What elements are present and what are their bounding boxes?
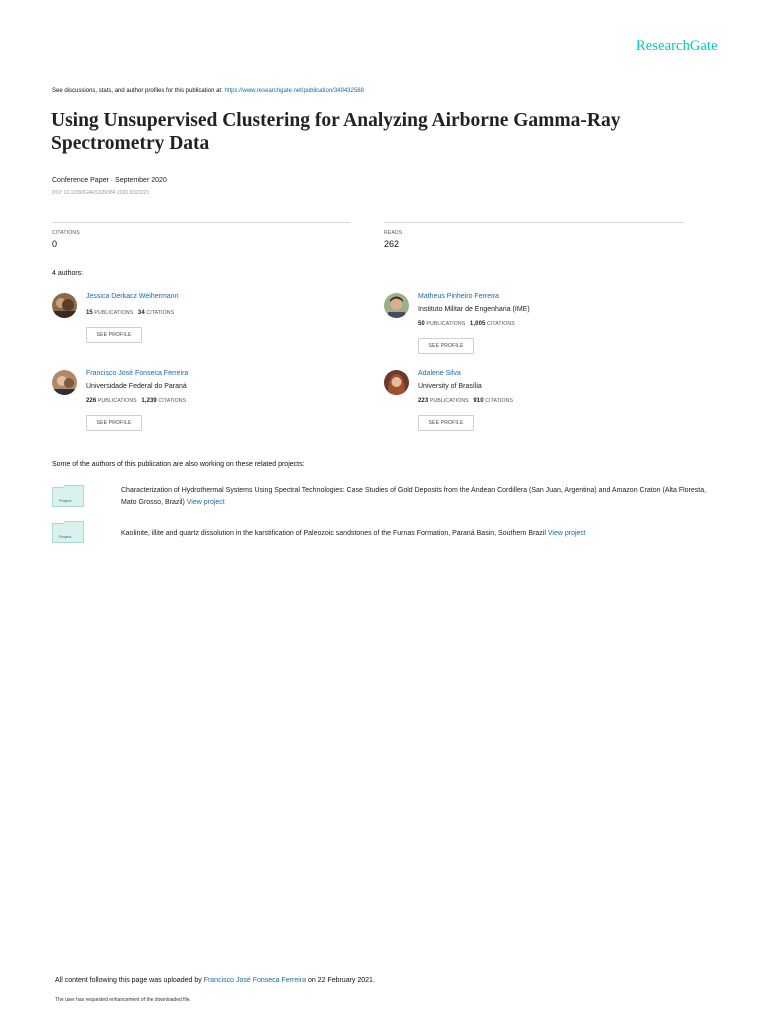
author-name[interactable]: Adalene Silva (418, 370, 461, 377)
author-avatar[interactable] (384, 370, 409, 395)
project-description (121, 485, 721, 509)
uploaded-by-line (55, 977, 375, 984)
see-profile-button[interactable]: SEE PROFILE (86, 327, 142, 343)
see-discussions-text: See discussions, stats, and author profiles for this publication at: (52, 88, 223, 94)
uploaded-suffix: on 22 February 2021. (307, 977, 375, 984)
citations-label: CITATIONS (486, 321, 515, 327)
publication-url-link[interactable]: https://www.researchgate.net/publication/349432588 (224, 88, 364, 94)
citations-count: 1,005 (469, 321, 486, 327)
uploaded-prefix: All content following this page was uploaded by (55, 977, 202, 984)
project-icon-label: Project (59, 534, 72, 539)
author-card (384, 293, 684, 363)
divider (384, 222, 684, 223)
project-folder-icon[interactable] (52, 521, 84, 543)
paper-doi[interactable]: DOI: 10.1109/IGARSS39084.2020.9323223 (52, 190, 149, 196)
author-stats (86, 398, 186, 404)
publications-count: 226 (86, 398, 97, 404)
author-card (52, 293, 352, 363)
citations-value: 0 (52, 239, 58, 249)
uploader-link[interactable]: Francisco José Fonseca Ferreira (203, 977, 306, 984)
author-stats (418, 398, 513, 404)
publications-count: 15 (86, 310, 93, 316)
publications-label: PUBLICATIONS (97, 398, 137, 404)
author-avatar[interactable] (384, 293, 409, 318)
paper-title: Using Unsupervised Clustering for Analyzing Airborne Gamma-Ray Spectrometry Data (51, 110, 621, 154)
citations-label: CITATIONS (52, 230, 80, 236)
author-institution[interactable]: Universidade Federal do Paraná (86, 383, 187, 390)
author-card (52, 370, 352, 440)
author-name[interactable]: Francisco José Fonseca Ferreira (86, 370, 189, 377)
author-card (384, 370, 684, 440)
project-title: Characterization of Hydrothermal Systems Using Spectral Technologies: Case Studies of Gold Deposits from the Andean Cordillera (San Juan, Argentina) and Amazon Craton (Alta Floresta, Mato Grosso, Brazil) (121, 487, 707, 506)
citations-count: 1,239 (141, 398, 157, 404)
reads-value: 262 (384, 239, 400, 249)
author-institution[interactable]: University of Brasília (418, 383, 482, 390)
author-name[interactable]: Matheus Pinheiro Ferreira (418, 293, 499, 300)
project-icon-label: Project (59, 498, 72, 503)
author-stats (86, 310, 174, 316)
publications-label: PUBLICATIONS (429, 398, 469, 404)
view-project-link[interactable]: View project (547, 530, 586, 537)
see-profile-button[interactable]: SEE PROFILE (418, 338, 474, 354)
citations-count: 34 (137, 310, 145, 316)
see-profile-button[interactable]: SEE PROFILE (86, 415, 142, 431)
author-avatar[interactable] (52, 370, 77, 395)
publications-label: PUBLICATIONS (94, 310, 134, 316)
publications-count: 50 (418, 321, 425, 327)
divider (52, 222, 350, 223)
authors-count: 4 authors: (52, 270, 84, 277)
author-name[interactable]: Jessica Derkacz Weihermann (86, 293, 179, 300)
author-institution[interactable]: Instituto Militar de Engenharia (IME) (418, 306, 530, 313)
see-profile-button[interactable]: SEE PROFILE (418, 415, 474, 431)
citations-count: 910 (473, 398, 484, 404)
project-folder-icon[interactable] (52, 485, 84, 507)
see-discussions-line (52, 88, 364, 94)
paper-type-date: Conference Paper · September 2020 (52, 177, 167, 184)
researchgate-logo[interactable]: ResearchGate (636, 38, 718, 54)
author-stats (418, 321, 515, 327)
enhancement-note: The user has requested enhancement of the downloaded file. (55, 997, 191, 1003)
reads-label: READS (384, 230, 403, 236)
project-title: Kaolinite, illite and quartz dissolution in the karstification of Paleozoic sandstones of the Furnas Formation, Paraná Basin, Southern Brazil (121, 530, 546, 537)
publications-label: PUBLICATIONS (426, 321, 466, 327)
view-project-link[interactable]: View project (186, 499, 225, 506)
author-avatar[interactable] (52, 293, 77, 318)
related-projects-heading: Some of the authors of this publication are also working on these related projects: (52, 461, 305, 468)
project-description (121, 528, 721, 540)
citations-label: CITATIONS (146, 310, 175, 316)
publications-count: 223 (418, 398, 429, 404)
citations-label: CITATIONS (485, 398, 514, 404)
citations-label: CITATIONS (158, 398, 187, 404)
